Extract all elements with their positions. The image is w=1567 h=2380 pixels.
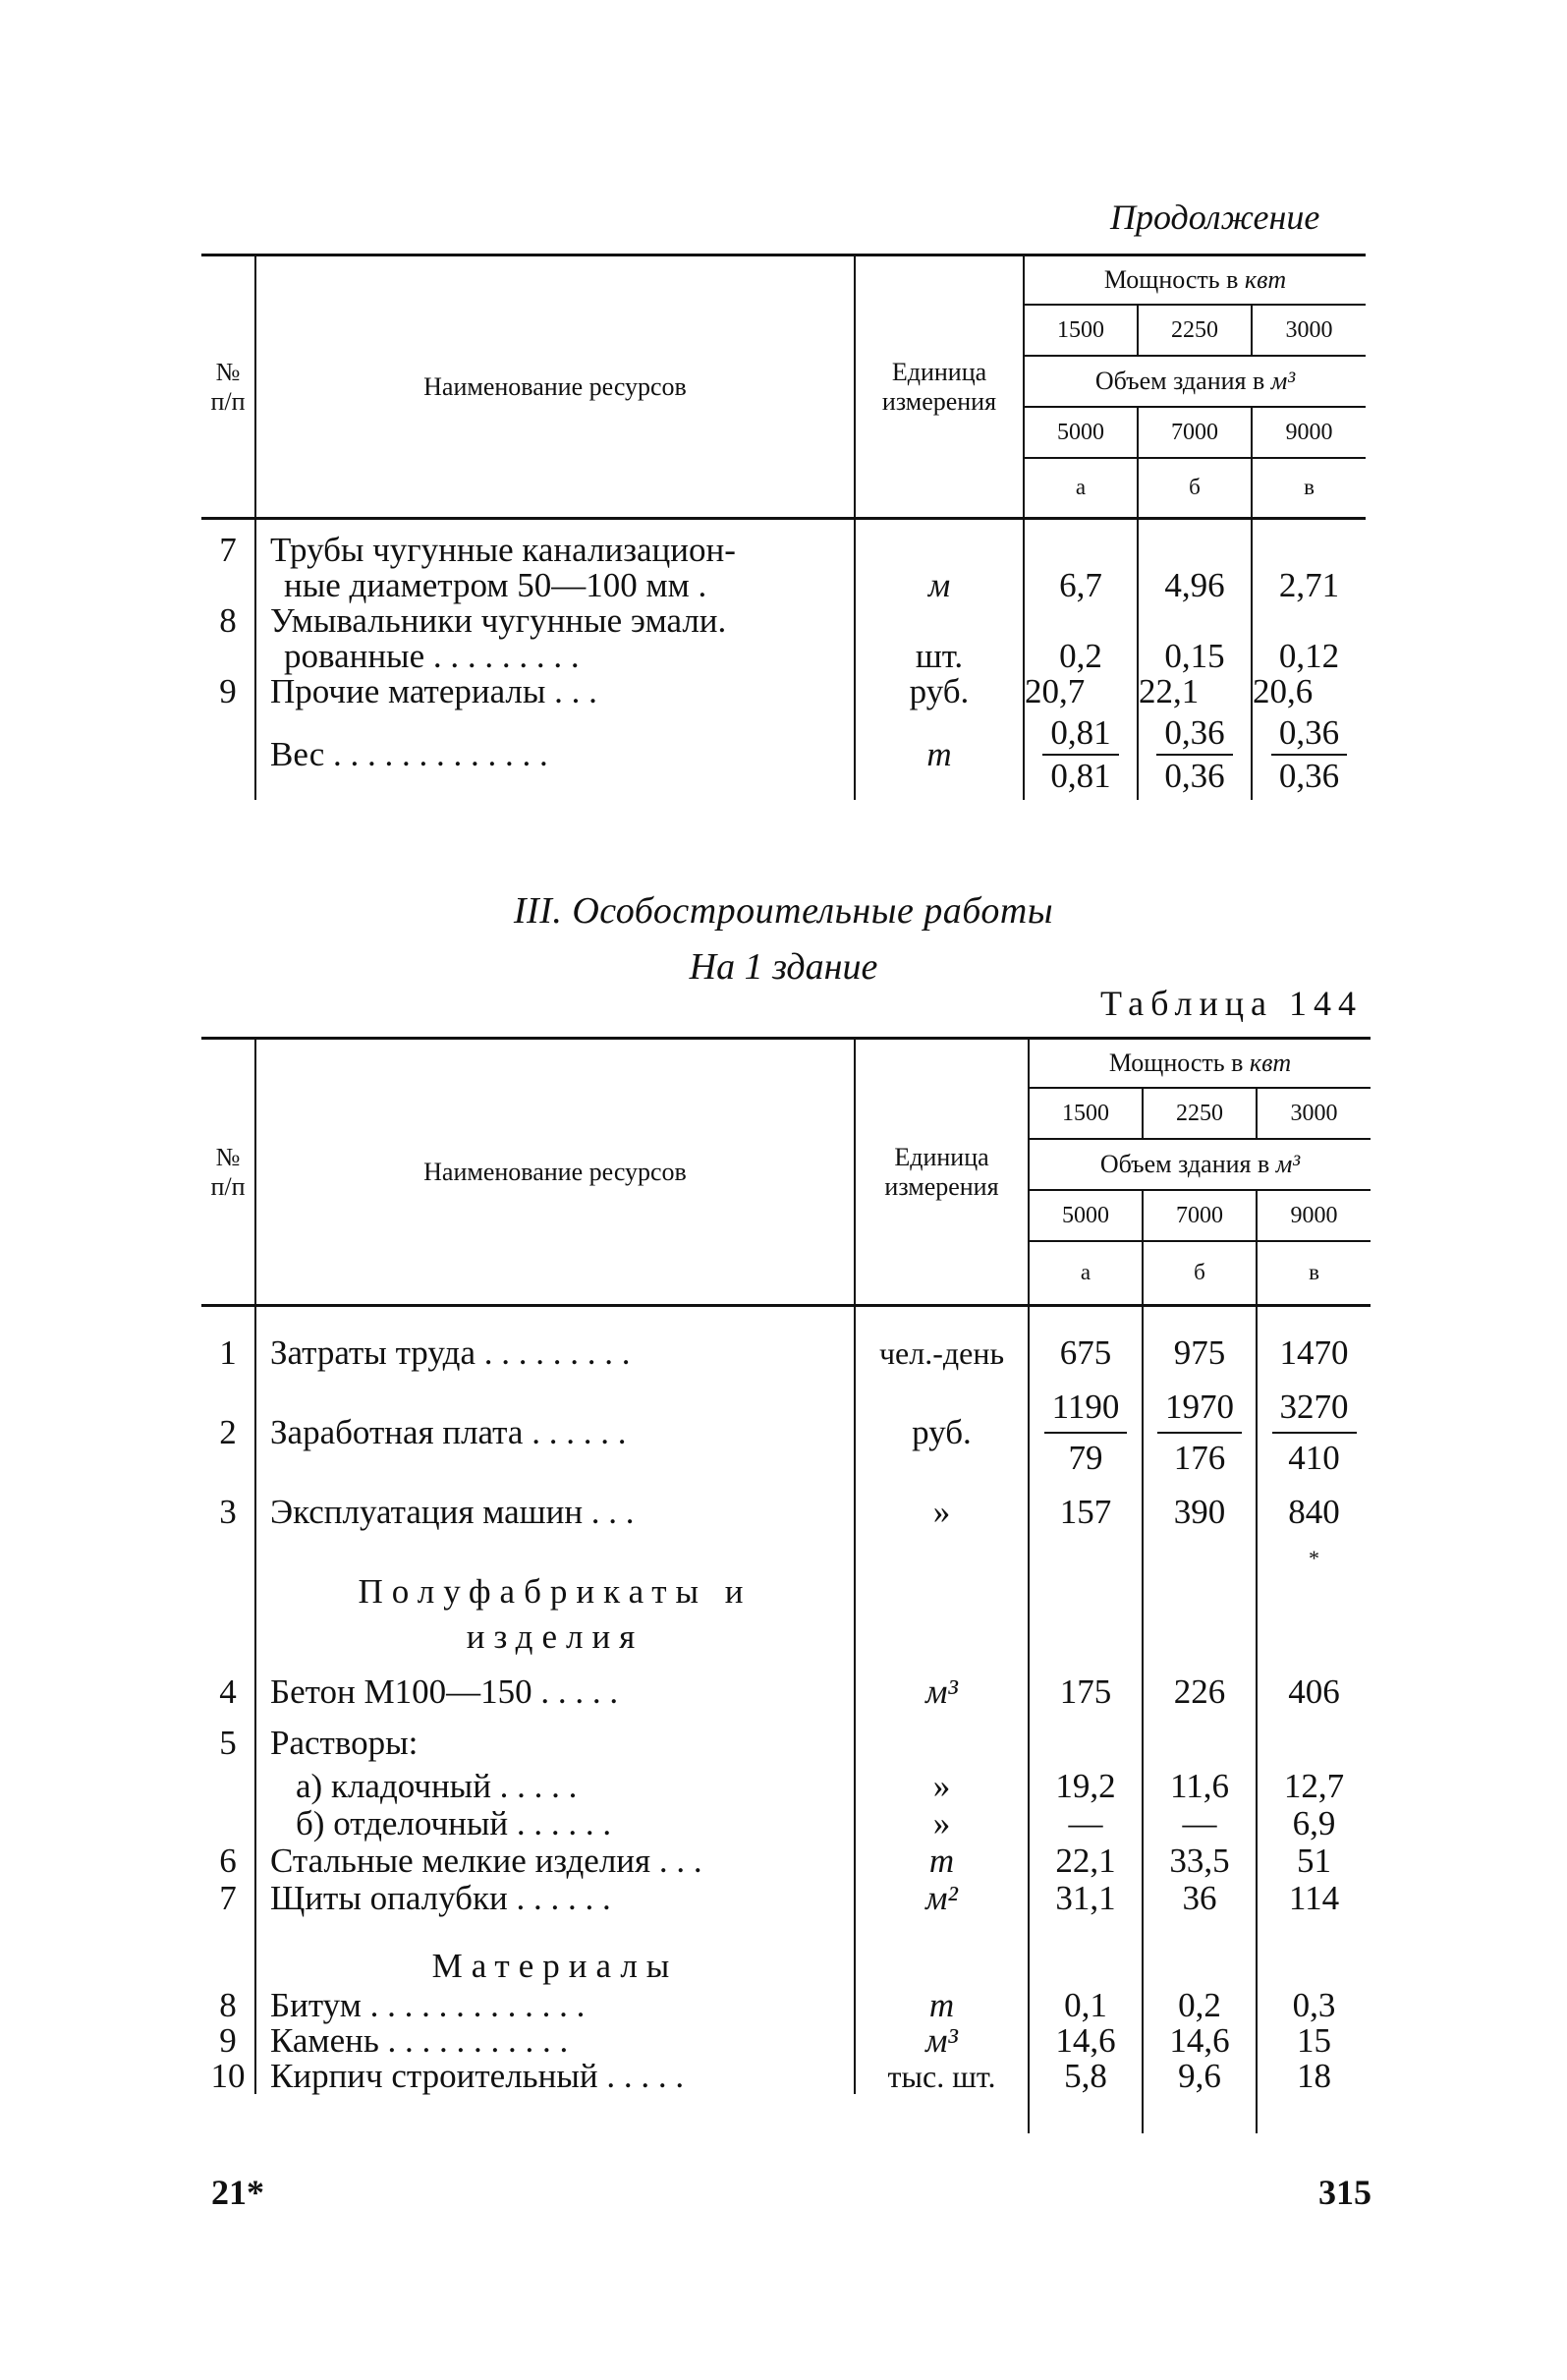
table-row: 5 Растворы: [201,1719,1371,1768]
continuation-label: Продолжение [1110,198,1320,237]
table2-col-c-header: в [1257,1241,1371,1306]
table-subheading-row [201,1917,1371,1988]
table1-volume-value-b: 7000 [1138,407,1252,458]
table-row: 9 Камень . . . . . . . . . . . м³ 14,6 14,6 15 [201,2023,1371,2059]
table1-header-row-power [201,255,1366,305]
table-row: 3 Эксплуатация машин . . . » 157 390 840 [201,1487,1371,1538]
subheading-products: изделия [466,1616,644,1656]
table2-volume-value-b: 7000 [1143,1190,1257,1241]
table1-col-name-header: Наименование ресурсов [255,255,855,519]
table1-volume-value-c: 9000 [1252,407,1366,458]
signature-mark: 21* [211,2173,264,2212]
table-row: 8 Битум . . . . . . . . . . . . . т 0,1 0,2 0,3 [201,1988,1371,2023]
table2-power-value-b: 2250 [1143,1088,1257,1139]
table-subheading-row [201,1538,1371,1666]
table2-volume-value-a: 5000 [1029,1190,1143,1241]
subheading-materials: Материалы [255,1917,855,1988]
resources-table-144 [201,1037,1371,2133]
page-number: 315 [1318,2173,1371,2212]
section-subtitle: На 1 здание [689,946,878,988]
table1-col-unit-header: Единица измерения [855,255,1024,519]
table2-header-row-power [201,1039,1371,1088]
table1-power-value-c: 3000 [1252,305,1366,356]
subheading-semifinished: Полуфабрикаты и [358,1571,753,1611]
footnote-mark: * [1257,1538,1371,1666]
table-row: а) кладочный . . . . . » 19,2 11,6 12,7 [201,1768,1371,1805]
table1-col-c-header: в [1252,458,1366,519]
table-number: Таблица 144 [1100,984,1363,1023]
table-row: 2 Заработная плата . . . . . . руб. $\frac{1190}{79}$ $\frac{1970}{176}$ $\frac{3270}{410}$ [201,1379,1371,1487]
table-row: 1 Затраты труда . . . . . . . . . чел.-день 675 975 1470 [201,1328,1371,1379]
table-row-weight: Вес . . . . . . . . . . . . . т $\frac{0,81}{0,81}$ $\frac{0,36}{0,36}$ $\frac{0,36}{0,36}$ [201,709,1366,800]
table-row: 4 Бетон М100—150 . . . . . м³ 175 226 406 [201,1666,1371,1719]
table1-power-header: Мощность в квт [1024,255,1366,305]
table-row: 7 Щиты опалубки . . . . . . м² 31,1 36 114 [201,1880,1371,1917]
table2-volume-header: Объем здания в м³ [1029,1139,1371,1190]
table1-volume-value-a: 5000 [1024,407,1138,458]
table2-col-a-header: а [1029,1241,1143,1306]
table1-power-value-a: 1500 [1024,305,1138,356]
table-row: 6 Стальные мелкие изделия . . . т 22,1 33,5 51 [201,1842,1371,1880]
table2-power-value-c: 3000 [1257,1088,1371,1139]
table2-col-b-header: б [1143,1241,1257,1306]
table-row: 7 Трубы чугунные канализацион- ные диаметром 50—100 мм . м 6,7 4,96 2,71 [201,533,1366,603]
table2-col-num-header: № п/п [201,1039,255,1306]
table-row: 9 Прочие материалы . . . руб. 20,7 22,1 20,6 [201,674,1366,709]
table2-power-value-a: 1500 [1029,1088,1143,1139]
table2-power-header: Мощность в квт [1029,1039,1371,1088]
section-title: III. Особостроительные работы [513,890,1054,932]
table1-col-num-header: № п/п [201,255,255,519]
table-row: б) отделочный . . . . . . » — — 6,9 [201,1805,1371,1842]
table1-col-b-header: б [1138,458,1252,519]
table2-volume-value-c: 9000 [1257,1190,1371,1241]
resources-table-continued [201,254,1366,800]
table-row: 10 Кирпич строительный . . . . . тыс. шт. 5,8 9,6 18 [201,2059,1371,2094]
table-row: 8 Умывальники чугунные эмали. рованные . . . . . . . . . шт. 0,2 0,15 0,12 [201,603,1366,674]
table1-col-a-header: а [1024,458,1138,519]
table1-volume-header: Объем здания в м³ [1024,356,1366,407]
table2-col-unit-header: Единица измерения [855,1039,1029,1306]
table1-power-value-b: 2250 [1138,305,1252,356]
table2-col-name-header: Наименование ресурсов [255,1039,855,1306]
